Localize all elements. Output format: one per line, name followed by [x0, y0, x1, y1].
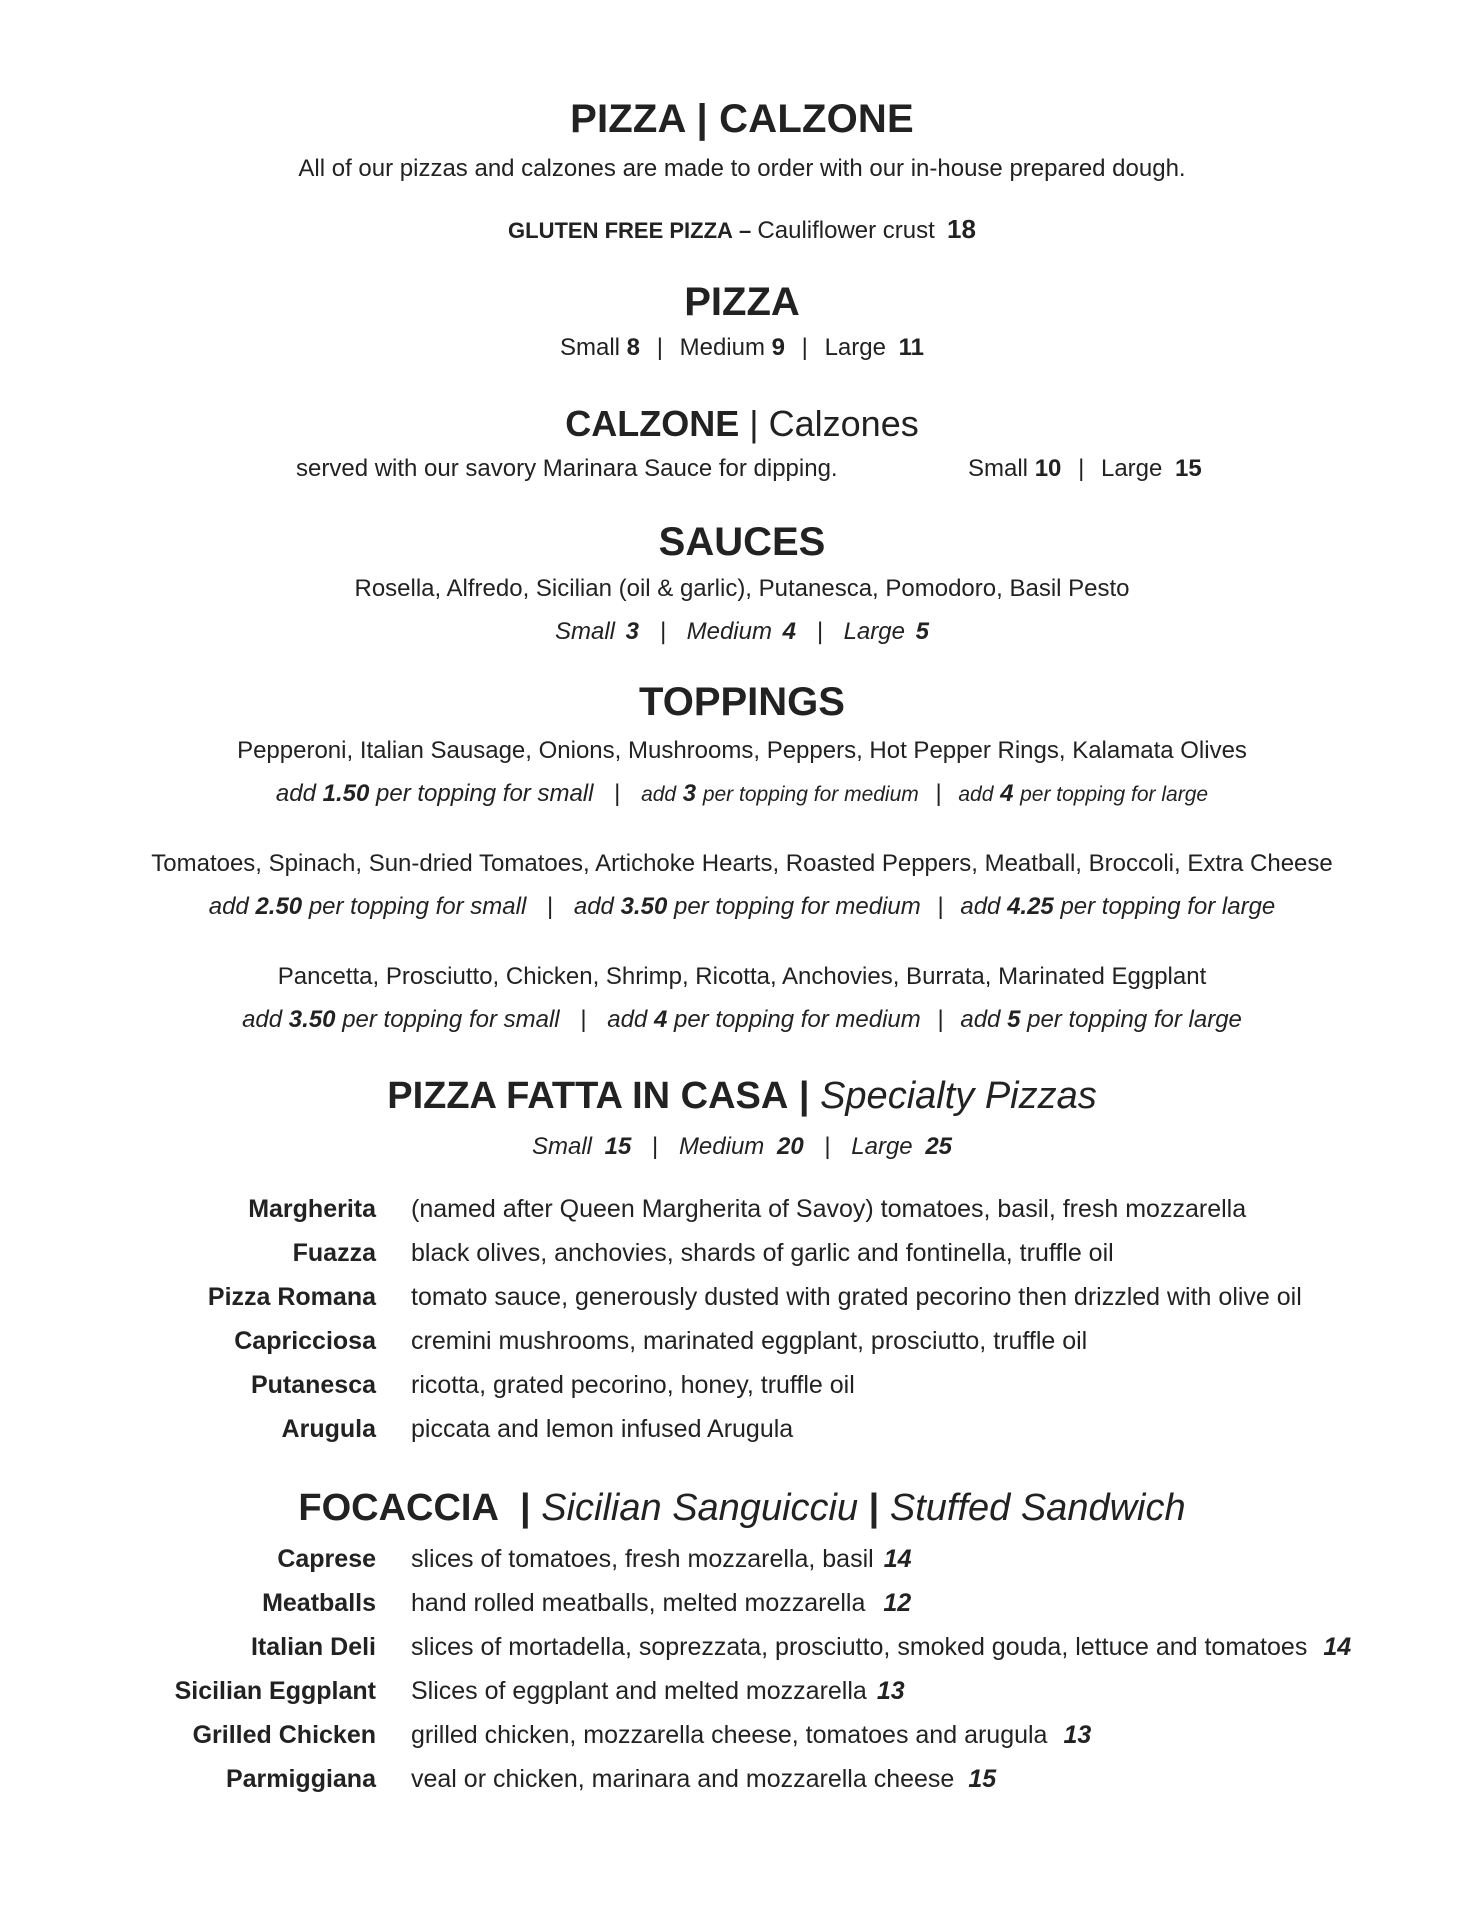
separator: |: [824, 1133, 831, 1160]
item-price: 15: [968, 1765, 997, 1793]
calzone-size-large-label: Large: [1100, 455, 1163, 482]
sauces-title: SAUCES: [658, 520, 826, 564]
item-desc-text: hand rolled meatballs, melted mozzarella: [411, 1589, 866, 1617]
price-value: 4: [1000, 780, 1014, 807]
item-desc: tomato sauce, generously dusted with grated pecorino then drizzled with olive oil: [411, 1283, 1302, 1311]
item-price: 13: [876, 1677, 905, 1705]
sauce-size-small-price: 3: [625, 618, 640, 645]
calzone-size-small-label: Small: [968, 455, 1029, 482]
pizza-size-large-label: Large: [824, 334, 886, 361]
gluten-free-desc: Cauliflower crust: [757, 217, 935, 244]
toppings-group-3-list: Pancetta, Prosciutto, Chicken, Shrimp, Ricotta, Anchovies, Burrata, Marinated Eggplant: [277, 963, 1207, 990]
item-desc-text: Slices of eggplant and melted mozzarella: [411, 1677, 867, 1705]
menu-item: [0, 1765, 1484, 1797]
separator: |: [546, 893, 554, 920]
item-price: 14: [1323, 1633, 1352, 1661]
gluten-free-dash: –: [739, 218, 752, 243]
price-post: per topping for small: [308, 893, 527, 920]
separator: |: [659, 618, 666, 645]
specialty-size-large-price: 25: [925, 1133, 953, 1160]
calzone-title-bold: CALZONE: [565, 403, 740, 444]
separator: |: [1078, 455, 1085, 482]
menu-item: [0, 1677, 1484, 1709]
specialty-title-bold: PIZZA FATTA IN CASA: [387, 1075, 789, 1117]
pizza-size-medium-price: 9: [771, 334, 785, 361]
item-desc: black olives, anchovies, shards of garlic and fontinella, truffle oil: [411, 1239, 1114, 1267]
item-name: Parmiggiana: [225, 1765, 376, 1793]
menu-item: [0, 1545, 1484, 1577]
price-pre: add: [242, 1006, 283, 1033]
item-name: Margherita: [248, 1195, 376, 1223]
gluten-free-label: GLUTEN FREE PIZZA: [508, 218, 733, 243]
calzone-desc: served with our savory Marinara Sauce for dipping.: [296, 455, 838, 482]
item-desc: [411, 1721, 1091, 1750]
pizza-title: PIZZA: [684, 280, 800, 324]
item-desc: ricotta, grated pecorino, honey, truffle oil: [411, 1371, 855, 1399]
price-value: 2.50: [255, 893, 303, 920]
menu-item: [0, 1239, 1484, 1271]
specialty-size-medium-price: 20: [776, 1133, 804, 1160]
item-desc-text: slices of tomatoes, fresh mozzarella, basil: [411, 1545, 874, 1573]
gluten-free-line: [0, 214, 1484, 245]
item-desc: [411, 1633, 1351, 1662]
price-post: per topping for medium: [702, 783, 919, 806]
item-price: 14: [883, 1545, 912, 1573]
item-name: Putanesca: [250, 1371, 376, 1399]
pizza-size-small-label: Small: [559, 334, 620, 361]
menu-item: [0, 1721, 1484, 1753]
price-post: per topping for medium: [673, 1006, 921, 1033]
price-pre: add: [641, 783, 677, 806]
specialty-sizes: [0, 1133, 1484, 1161]
toppings-group-2-list: Tomatoes, Spinach, Sun-dried Tomatoes, Artichoke Hearts, Roasted Peppers, Meatball, Broccoli, Extra Cheese: [151, 850, 1333, 877]
item-name: Caprese: [277, 1545, 376, 1573]
menu-item: [0, 1633, 1484, 1665]
item-desc: (named after Queen Margherita of Savoy) tomatoes, basil, fresh mozzarella: [411, 1195, 1247, 1223]
price-pre: add: [960, 893, 1001, 920]
menu-item: [0, 1589, 1484, 1621]
price-post: per topping for large: [1060, 893, 1276, 920]
focaccia-title-sep: |: [868, 1487, 880, 1529]
item-name: Arugula: [281, 1415, 376, 1443]
toppings-group-1-prices: [0, 780, 1484, 808]
price-post: per topping for large: [1027, 1006, 1242, 1033]
pizza-size-small-price: 8: [626, 334, 641, 361]
menu-item: [0, 1371, 1484, 1403]
specialty-size-small-label: Small: [531, 1133, 592, 1160]
item-name: Sicilian Eggplant: [174, 1677, 376, 1705]
sauce-size-medium-label: Medium: [686, 618, 772, 645]
page-title: PIZZA | CALZONE: [570, 97, 914, 141]
item-desc: piccata and lemon infused Arugula: [411, 1415, 794, 1443]
calzone-size-small-price: 10: [1034, 455, 1062, 482]
specialty-size-medium-label: Medium: [678, 1133, 765, 1160]
separator: |: [935, 780, 942, 807]
sauce-size-small-label: Small: [554, 618, 615, 645]
item-desc-text: veal or chicken, marinara and mozzarella cheese: [411, 1765, 955, 1793]
price-pre: add: [960, 1006, 1001, 1033]
price-pre: add: [958, 783, 994, 806]
item-desc: [411, 1589, 911, 1618]
menu-item: [0, 1195, 1484, 1227]
toppings-title: TOPPINGS: [639, 680, 845, 724]
price-value: 4: [653, 1006, 668, 1033]
calzone-sizes: [968, 455, 1202, 483]
item-name: Capricciosa: [234, 1327, 376, 1355]
price-post: per topping for large: [1020, 783, 1209, 806]
specialty-size-large-label: Large: [851, 1133, 913, 1160]
separator: |: [652, 1133, 659, 1160]
sauces-sizes: [0, 618, 1484, 646]
toppings-group-2-prices: [0, 893, 1484, 921]
price-pre: add: [208, 893, 249, 920]
sauce-size-large-price: 5: [915, 618, 929, 645]
item-desc: [411, 1765, 996, 1794]
item-name: Grilled Chicken: [192, 1721, 376, 1749]
calzone-title-light: Calzones: [768, 403, 919, 444]
menu-item: [0, 1327, 1484, 1359]
price-post: per topping for small: [376, 780, 594, 807]
separator: |: [816, 618, 823, 645]
price-pre: add: [275, 780, 316, 807]
calzone-title-sep: |: [749, 403, 759, 444]
item-desc-text: slices of mortadella, soprezzata, prosciutto, smoked gouda, lettuce and tomatoes: [411, 1633, 1308, 1661]
focaccia-title-bold: FOCACCIA: [298, 1487, 499, 1529]
calzone-size-large-price: 15: [1175, 455, 1202, 482]
price-post: per topping for small: [342, 1006, 560, 1033]
sauce-size-medium-price: 4: [782, 618, 796, 645]
item-price: 12: [883, 1589, 912, 1617]
toppings-group-1-list: Pepperoni, Italian Sausage, Onions, Mushrooms, Peppers, Hot Pepper Rings, Kalamata Olives: [237, 737, 1247, 764]
specialty-title-italic: Specialty Pizzas: [820, 1075, 1097, 1117]
intro-text: All of our pizzas and calzones are made to order with our in-house prepared dough.: [298, 155, 1186, 182]
specialty-size-small-price: 15: [604, 1133, 632, 1160]
separator: |: [614, 780, 621, 807]
pizza-size-large-price: 11: [898, 334, 925, 361]
focaccia-title-italic-2: Stuffed Sandwich: [889, 1487, 1186, 1529]
calzone-title: [0, 403, 1484, 445]
item-price: 13: [1063, 1721, 1092, 1749]
menu-item: [0, 1283, 1484, 1315]
specialty-title-sep: |: [798, 1075, 810, 1117]
price-post: per topping for medium: [673, 893, 921, 920]
focaccia-title-italic-1: Sicilian Sanguicciu: [541, 1487, 859, 1529]
menu-item: [0, 1415, 1484, 1447]
sauces-list: Rosella, Alfredo, Sicilian (oil & garlic), Putanesca, Pomodoro, Basil Pesto: [354, 575, 1130, 602]
focaccia-title-sep: |: [520, 1487, 531, 1529]
separator: |: [656, 334, 663, 361]
pizza-size-medium-label: Medium: [679, 334, 765, 361]
separator: |: [937, 1006, 944, 1033]
item-desc: [411, 1677, 905, 1706]
separator: |: [937, 893, 944, 920]
separator: |: [801, 334, 808, 361]
item-name: Fuazza: [292, 1239, 376, 1267]
price-value: 3: [682, 780, 697, 807]
price-pre: add: [607, 1006, 648, 1033]
sauce-size-large-label: Large: [843, 618, 905, 645]
pizza-sizes: [0, 334, 1484, 362]
gluten-free-price: 18: [947, 214, 976, 244]
specialty-title: [0, 1075, 1484, 1118]
price-value: 3.50: [288, 1006, 336, 1033]
price-value: 3.50: [620, 893, 668, 920]
item-name: Pizza Romana: [207, 1283, 376, 1311]
price-value: 4.25: [1007, 893, 1054, 920]
price-pre: add: [573, 893, 614, 920]
price-value: 1.50: [322, 780, 370, 807]
separator: |: [580, 1006, 587, 1033]
item-name: Italian Deli: [250, 1633, 376, 1661]
focaccia-title: [0, 1487, 1484, 1530]
item-desc: cremini mushrooms, marinated eggplant, prosciutto, truffle oil: [411, 1327, 1088, 1355]
item-name: Meatballs: [262, 1589, 376, 1617]
price-value: 5: [1007, 1006, 1021, 1033]
item-desc-text: grilled chicken, mozzarella cheese, tomatoes and arugula: [411, 1721, 1048, 1749]
toppings-group-3-prices: [0, 1006, 1484, 1034]
item-desc: [411, 1545, 912, 1574]
